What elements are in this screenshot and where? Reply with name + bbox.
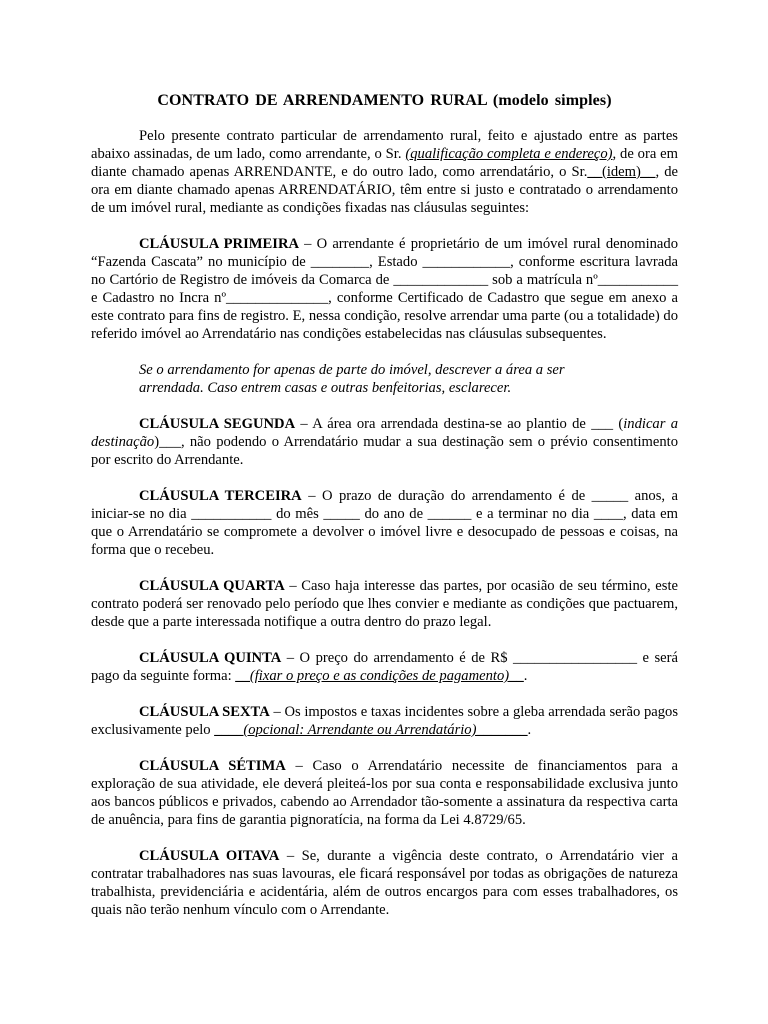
clause-7 bbox=[91, 757, 678, 829]
clause-5-placeholder: __(fixar o preço e as condições de pagamento)__ bbox=[235, 668, 524, 684]
clause-2 bbox=[91, 415, 678, 469]
intro-text-2: , de ora em diante chamado apenas ARRENDANTE, e do outro lado, como arrendatário, o Sr. bbox=[91, 146, 678, 180]
clause-4 bbox=[91, 577, 678, 631]
clause-5-text-2: . bbox=[523, 668, 528, 684]
intro-text-1: Pelo presente contrato particular de arrendamento rural, feito e ajustado entre as partes abaixo assinadas, de um lado, como arrendante, o Sr. bbox=[91, 128, 678, 162]
clause-5-text-1: – O preço do arrendamento é de R$ _________________ e será pago da seguinte forma: bbox=[91, 650, 678, 684]
clause-7-text: – Caso o Arrendatário necessite de financiamentos para a exploração de sua atividade, ele deverá pleiteá-los por sua conta e responsabilidade exclusiva junto aos bancos públicos e privados, cabendo ao Arrendador tão-somente a assinatura da respectiva carta de anuência, para fins de garantia pignoratícia, na forma da Lei 4.8729/65. bbox=[91, 758, 678, 828]
clause-4-heading: CLÁUSULA QUARTA bbox=[139, 578, 285, 594]
intro-paragraph bbox=[91, 127, 678, 217]
clause-1-text: – O arrendante é proprietário de um imóvel rural denominado “Fazenda Cascata” no município de ________, Estado ____________, conforme escritura lavrada no Cartório de Registro de imóveis da Comarca de _____________ sob a matrícula nº___________ e Cadastro no Incra nº______________, conforme Certificado de Cadastro que segue em anexo a este contrato para fins de registro. E, nessa condição, resolve arrendar uma parte (ou a totalidade) do referido imóvel ao Arrendatário nas condições estabelecidas nas cláusulas subsequentes. bbox=[91, 236, 678, 342]
clause-8 bbox=[91, 847, 678, 919]
clause-1-heading: CLÁUSULA PRIMEIRA bbox=[139, 236, 300, 252]
clause-6 bbox=[91, 703, 678, 739]
clause-5-heading: CLÁUSULA QUINTA bbox=[139, 650, 282, 666]
clause-6-text-2: . bbox=[527, 722, 532, 738]
clause-3-heading: CLÁUSULA TERCEIRA bbox=[139, 488, 302, 504]
document-title: CONTRATO DE ARRENDAMENTO RURAL (modelo simples) bbox=[157, 92, 612, 109]
clause-7-heading: CLÁUSULA SÉTIMA bbox=[139, 758, 286, 774]
clause-6-text-1: – Os impostos e taxas incidentes sobre a gleba arrendada serão pagos exclusivamente pelo bbox=[91, 704, 678, 738]
clause-5 bbox=[91, 649, 678, 685]
intro-text-3: , de ora em diante chamado apenas ARRENDATÁRIO, têm entre si justo e contratado o arrendamento de um imóvel rural, mediante as condições fixadas nas cláusulas seguintes: bbox=[91, 164, 679, 216]
clause-1 bbox=[91, 235, 678, 343]
clause-6-placeholder: ____(opcional: Arrendante ou Arrendatário)_______ bbox=[214, 722, 528, 738]
clause-8-text: – Se, durante a vigência deste contrato, o Arrendatário vier a contratar trabalhadores nas suas lavouras, ele ficará responsável por todas as obrigações de natureza trabalhista, previdenciária e acidentária, além de outros encargos para com esses trabalhadores, os quais não terão nenhum vínculo com o Arrendante. bbox=[91, 848, 678, 918]
clause-4-text: – Caso haja interesse das partes, por ocasião de seu término, este contrato poderá ser renovado pelo período que lhes convier e mediante as condições que pactuarem, desde que a parte interessada notifique a outra dentro do prazo legal. bbox=[91, 578, 678, 630]
instruction-note: Se o arrendamento for apenas de parte do imóvel, descrever a área a ser arrendada. Caso entrem casas e outras benfeitorias, esclarecer. bbox=[139, 362, 565, 396]
qualification-placeholder: (qualificação completa e endereço) bbox=[405, 146, 613, 162]
idem-placeholder: __(idem)__ bbox=[587, 164, 656, 180]
clause-2-text-2: )___, não podendo o Arrendatário mudar a sua destinação sem o prévio consentimento por escrito do Arrendante. bbox=[91, 434, 678, 468]
document-page bbox=[91, 92, 678, 937]
clause-2-text-1: – A área ora arrendada destina-se ao plantio de ___ ( bbox=[295, 416, 624, 432]
clause-3 bbox=[91, 487, 678, 559]
clause-3-text: – O prazo de duração do arrendamento é de _____ anos, a iniciar-se no dia ___________ do mês _____ do ano de ______ e a terminar no dia ____, data em que o Arrendatário se compromete a devolver o imóvel livre e desocupado de pessoas e coisas, na forma que o recebeu. bbox=[91, 488, 678, 558]
clause-6-heading: CLÁUSULA SEXTA bbox=[139, 704, 270, 720]
clause-2-heading: CLÁUSULA SEGUNDA bbox=[139, 416, 296, 432]
clause-8-heading: CLÁUSULA OITAVA bbox=[139, 848, 280, 864]
clause-2-placeholder: indicar a destinação bbox=[91, 416, 678, 450]
